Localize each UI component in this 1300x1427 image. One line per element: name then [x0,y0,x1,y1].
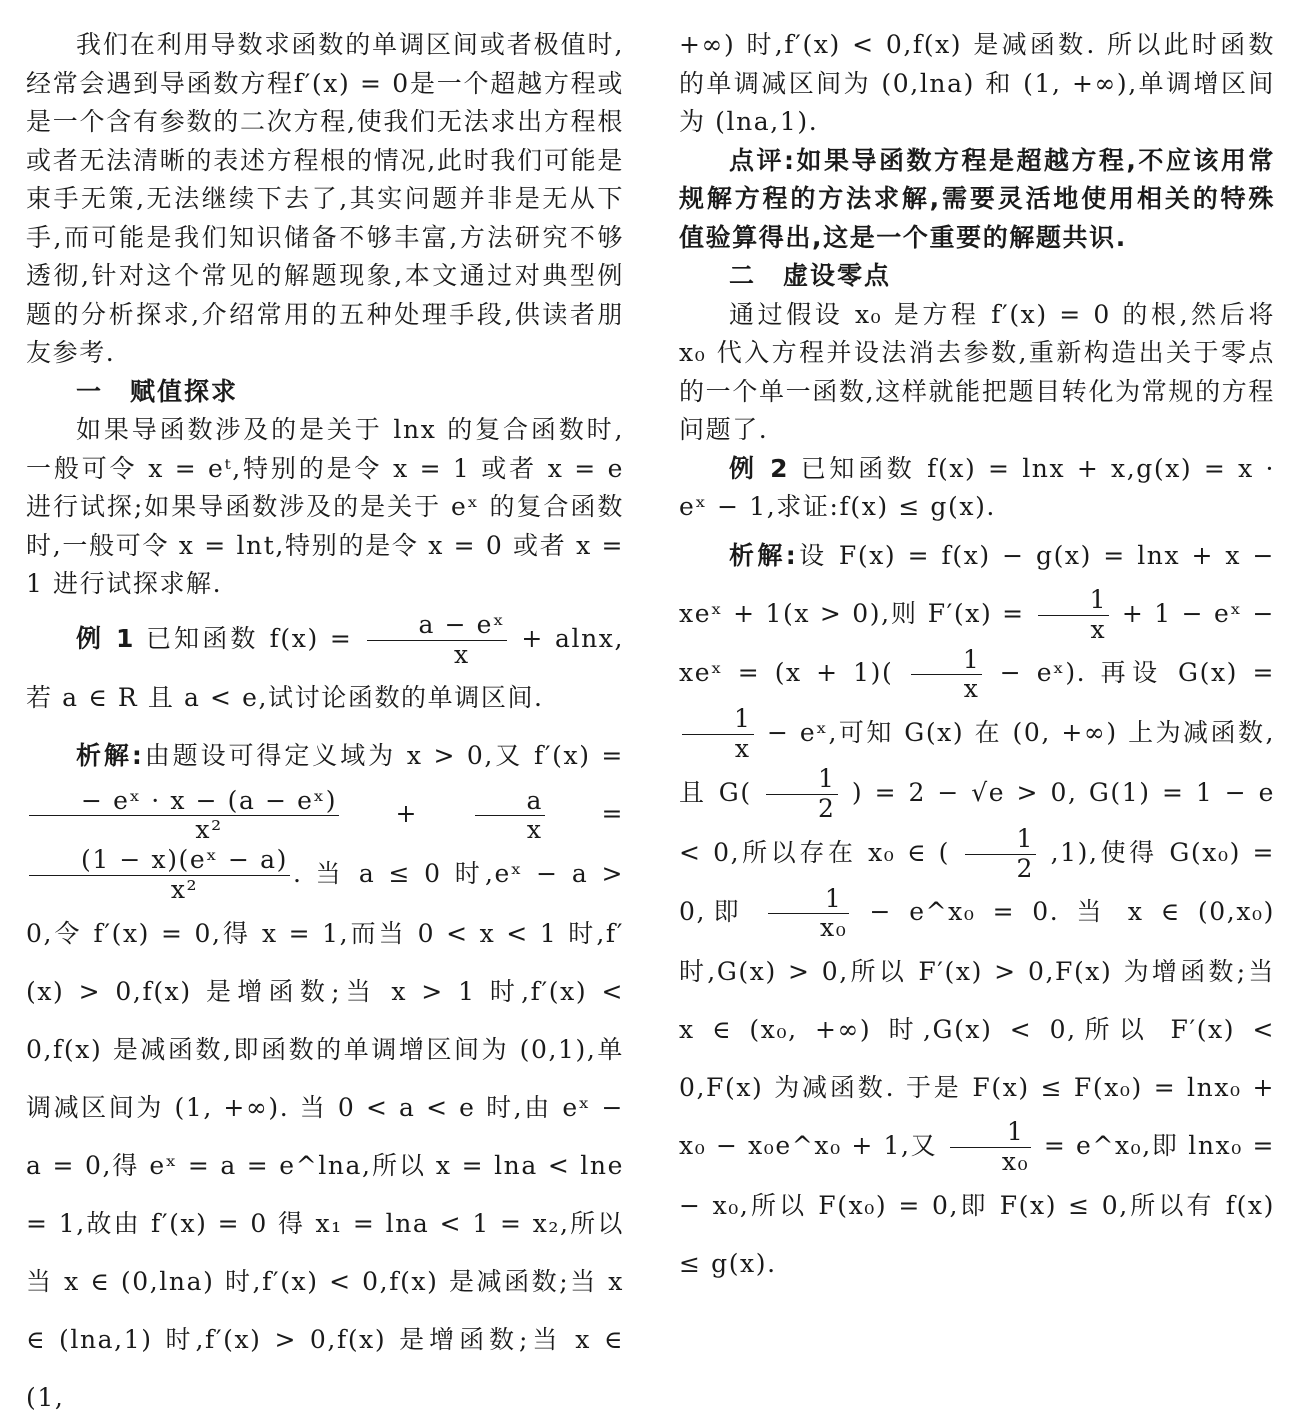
fraction-numerator: 1 [1038,586,1110,616]
fraction-denominator: x² [195,815,223,845]
plus-sign: + [395,799,419,829]
example-2-label: 例 2 [729,453,790,483]
solution-2-paragraph [679,527,1275,1293]
solution-1-text-b: . 当 a ≤ 0 时,eˣ − a > 0,令 f′(x) = 0,得 x = 1,而当 0 < x < 1 时,f′(x) > 0,f(x) 是增函数;当 x > 1 时,f′(x) < 0,f(x) 是减函数,即函数的单调增区间为 (0,1),单调减区间为 (1, +∞). 当 0 < a < e 时,由 eˣ − a = 0,得 eˣ = a = e^lna,所以 x = lna < lne = 1,故由 f′(x) = 0 得 x₁ = lna < 1 = x₂,所以当 x ∈ (0,lna) 时,f′(x) < 0,f(x) 是减函数;当 x ∈ (lna,1) 时,f′(x) > 0,f(x) 是增函数;当 x ∈ (1, [26,859,624,1412]
fraction-denominator: x [734,734,751,763]
fraction-numerator: (1 − x)(eˣ − a) [29,846,290,876]
continued-paragraph: +∞) 时,f′(x) < 0,f(x) 是减函数. 所以此时函数的单调减区间为 (0,lna) 和 (1, +∞),单调增区间为 (lna,1). [679,30,1275,136]
example-2-text: 已知函数 f(x) = lnx + x,g(x) = x · eˣ − 1,求证:f(x) ≤ g(x). [679,453,1275,521]
solution-2-fraction-c [682,705,754,764]
solution-2-fraction-b [911,646,983,705]
solution-2-text-d: − eˣ,可知 G(x) 在 (0, +∞) 上为减函数,且 G( [679,718,1275,807]
fraction-numerator: 1 [911,646,983,676]
solution-2-text-b: + 1 − eˣ − xeˣ = (x + 1)( [679,598,1276,688]
solution-2-text-f: ,1),使得 G(x₀) = 0,即 [679,837,1276,927]
fraction-numerator: a − eˣ [367,611,508,641]
solution-1-text-a: 由题设可得定义域为 x > 0,又 f′(x) = [143,741,624,771]
section-2-heading: 二 虚设零点 [729,261,892,290]
solution-2-fraction-f [768,885,849,944]
fraction-numerator: 1 [766,765,838,795]
section-2-paragraph: 通过假设 x₀ 是方程 f′(x) = 0 的根,然后将 x₀ 代入方程并设法消去参数,重新构造出关于零点的一个单一函数,这样就能把题目转化为常规的方程问题了. [679,299,1275,444]
solution-2-fraction-a [1038,586,1110,645]
fraction-denominator: x² [170,875,199,904]
solution-1-fraction-1 [29,787,339,846]
section-1-paragraph: 如果导函数涉及的是关于 lnx 的复合函数时,一般可令 x = eᵗ,特别的是令 x = 1 或者 x = e 进行试探;如果导函数涉及的是关于 eˣ 的复合函数时,一般可令 x = lnt,特别的是令 x = 0 或者 x = 1 进行试探求解. [26,415,624,598]
remark-paragraph [679,142,1275,258]
solution-1-label: 析解: [76,741,144,771]
fraction-denominator: x₀ [1001,1147,1030,1176]
solution-2-text-c: − eˣ). 再设 G(x) = [999,658,1276,688]
solution-2-text-a: 设 F(x) = f(x) − g(x) = lnx + x − xeˣ + 1(x > 0),则 F′(x) = [679,540,1275,628]
fraction-denominator: x₀ [820,913,848,943]
solution-1-fraction-2 [475,787,546,846]
equals-sign: = [601,799,625,829]
solution-1-fraction-3 [29,846,290,905]
example-2-paragraph [679,450,1275,527]
solution-2-fraction-d [766,765,838,824]
section-1-heading: 一 赋值探求 [76,376,239,406]
fraction-denominator: x [454,639,470,669]
left-column [26,26,624,1427]
fraction-denominator: 2 [1016,853,1035,883]
example-1-fraction [367,611,508,670]
fraction-numerator: − eˣ · x − (a − eˣ) [29,787,339,817]
fraction-numerator: 1 [768,885,849,915]
fraction-numerator: 1 [950,1118,1031,1148]
fraction-numerator: 1 [965,825,1037,855]
solution-2-label: 析解: [729,540,798,570]
remark-label: 点评: [729,145,796,175]
solution-1-paragraph [26,727,624,1427]
intro-paragraph: 我们在利用导数求函数的单调区间或者极值时,经常会遇到导函数方程f′(x) = 0是一个超越方程或是一个含有参数的二次方程,使我们无法求出方程根或者无法清晰的表述方程根的情况,此时我们可能是束手无策,无法继续下去了,其实问题并非是无从下手,而可能是我们知识储备不够丰富,方法研究不够透彻,针对这个常见的解题现象,本文通过对典型例题的分析探求,介绍常用的五种处理手段,供读者朋友参考. [26,30,624,367]
fraction-numerator: a [475,787,546,817]
solution-2-text-e: ) = 2 − √e > 0, G(1) = 1 − e < 0,所以存在 x₀ ∈ ( [679,777,1276,867]
fraction-denominator: x [963,674,980,704]
example-1-text-start: 已知函数 f(x) = [146,623,353,653]
solution-2-text-g: − e^x₀ = 0. 当 x ∈ (0,x₀) 时,G(x) > 0,所以 F′(x) > 0,F(x) 为增函数;当 x ∈ (x₀, +∞) 时,G(x) < 0,所以 F′(x) < 0,F(x) 为减函数. 于是 F(x) ≤ F(x₀) = lnx₀ + x₀ − x₀e^x₀ + 1,又 [679,897,1276,1160]
example-1-label: 例 1 [76,623,135,653]
example-1-text-end: + alnx,若 a ∈ R 且 a < e,试讨论函数的单调区间. [26,623,625,713]
fraction-denominator: x [1090,614,1107,644]
fraction-numerator: 1 [682,705,754,735]
solution-2-fraction-e [965,825,1037,884]
example-1-paragraph [26,610,624,728]
remark-text: 如果导函数方程是超越方程,不应该用常规解方程的方法求解,需要灵活地使用相关的特殊值验算得出,这是一个重要的解题共识. [679,145,1275,252]
solution-2-text-h: = e^x₀,即 lnx₀ = − x₀,所以 F(x₀) = 0,即 F(x) ≤ 0,所以有 f(x) ≤ g(x). [679,1131,1276,1278]
right-column [679,26,1275,1293]
fraction-denominator: 2 [818,793,836,823]
fraction-denominator: x [526,815,543,845]
solution-2-fraction-g [950,1118,1031,1177]
